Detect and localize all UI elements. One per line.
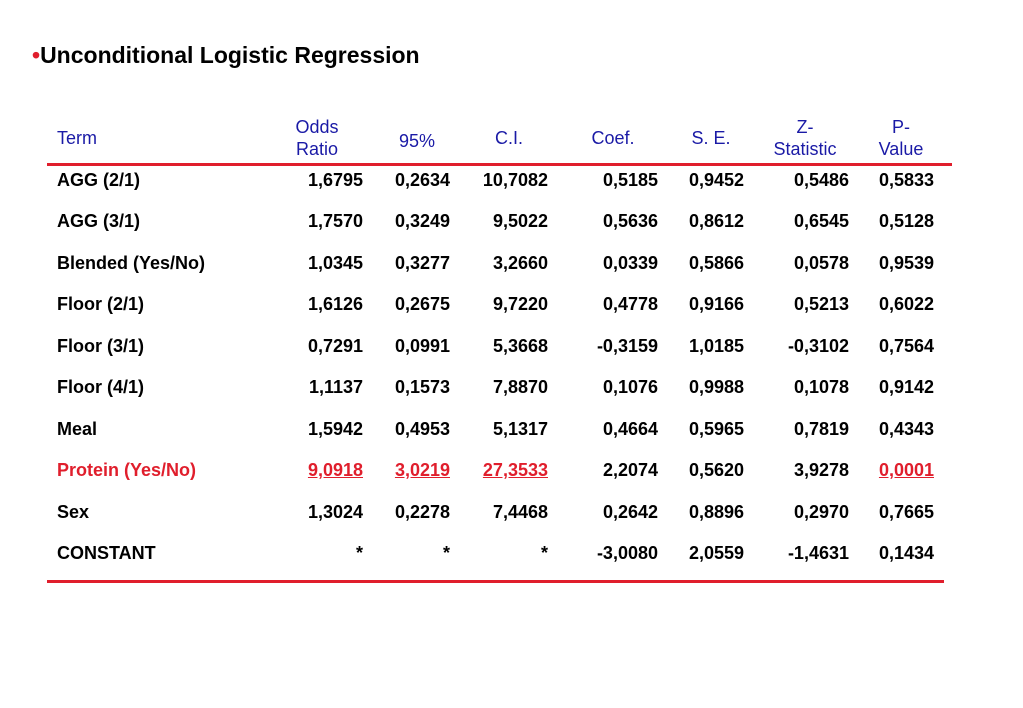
table-row bbox=[0, 292, 1023, 316]
cell-se: 0,9166 bbox=[688, 294, 744, 314]
cell-ci-high: 10,7082 bbox=[482, 170, 548, 190]
cell-odds: 1,7570 bbox=[307, 211, 363, 231]
cell-term: Floor (2/1) bbox=[57, 294, 145, 314]
table-row bbox=[0, 541, 1023, 565]
cell-odds: 1,3024 bbox=[307, 502, 363, 522]
cell-z: 0,2970 bbox=[793, 502, 849, 522]
cell-se: 0,8896 bbox=[688, 502, 744, 522]
cell-odds: * bbox=[355, 543, 363, 563]
table-row bbox=[0, 168, 1023, 192]
cell-se: 0,9452 bbox=[688, 170, 744, 190]
cell-z: 0,6545 bbox=[793, 211, 849, 231]
table-row bbox=[0, 334, 1023, 358]
cell-se: 0,5866 bbox=[688, 253, 744, 273]
slide-title bbox=[32, 42, 420, 69]
cell-se: 2,0559 bbox=[688, 543, 744, 563]
cell-coef: 0,2642 bbox=[602, 502, 658, 522]
cell-se: 0,5620 bbox=[688, 460, 744, 480]
cell-term: AGG (3/1) bbox=[57, 211, 141, 231]
table-row bbox=[0, 417, 1023, 441]
cell-p: 0,5833 bbox=[878, 170, 934, 190]
header-odds-line2: Ratio bbox=[295, 139, 339, 159]
cell-ci-low: 0,2278 bbox=[394, 502, 450, 522]
cell-term: Floor (4/1) bbox=[57, 377, 145, 397]
header-z-line1: Z- bbox=[796, 117, 814, 137]
header-z-line2: Statistic bbox=[773, 139, 837, 159]
header-coef: Coef. bbox=[591, 128, 635, 148]
header-ci-low: 95% bbox=[398, 131, 436, 151]
cell-p: 0,6022 bbox=[878, 294, 934, 314]
cell-se: 0,9988 bbox=[688, 377, 744, 397]
cell-z: 3,9278 bbox=[793, 460, 849, 480]
title-text: Unconditional Logistic Regression bbox=[40, 42, 420, 68]
cell-se: 0,8612 bbox=[688, 211, 744, 231]
header-ci-high: C.I. bbox=[494, 128, 523, 148]
cell-ci-high: 5,1317 bbox=[492, 419, 548, 439]
cell-ci-low: 0,2634 bbox=[394, 170, 450, 190]
cell-p: 0,9539 bbox=[878, 253, 934, 273]
cell-ci-high: 7,4468 bbox=[492, 502, 548, 522]
cell-p: 0,5128 bbox=[878, 211, 934, 231]
header-p-line2: Value bbox=[878, 139, 924, 159]
cell-ci-high: 9,5022 bbox=[492, 211, 548, 231]
title-bullet: • bbox=[32, 42, 41, 68]
cell-ci-low: 3,0219 bbox=[394, 460, 450, 480]
header-odds-ratio bbox=[282, 116, 352, 160]
cell-coef: 0,5636 bbox=[602, 211, 658, 231]
cell-term: Sex bbox=[57, 502, 90, 522]
cell-ci-low: 0,2675 bbox=[394, 294, 450, 314]
cell-odds: 9,0918 bbox=[307, 460, 363, 480]
cell-odds: 1,1137 bbox=[308, 377, 363, 397]
table-row bbox=[0, 209, 1023, 233]
cell-coef: 0,4664 bbox=[602, 419, 658, 439]
cell-p: 0,7665 bbox=[878, 502, 934, 522]
header-odds-line1: Odds bbox=[295, 117, 339, 137]
table-row-highlighted bbox=[0, 458, 1023, 482]
cell-term: CONSTANT bbox=[57, 543, 156, 563]
cell-z: 0,7819 bbox=[793, 419, 849, 439]
cell-ci-low: 0,0991 bbox=[394, 336, 450, 356]
cell-term: Meal bbox=[57, 419, 98, 439]
cell-ci-high: * bbox=[540, 543, 548, 563]
cell-term: AGG (2/1) bbox=[57, 170, 141, 190]
cell-term: Blended (Yes/No) bbox=[57, 253, 206, 273]
cell-ci-low: 0,3249 bbox=[394, 211, 450, 231]
table-bottom-rule bbox=[47, 580, 944, 583]
cell-ci-low: 0,1573 bbox=[394, 377, 450, 397]
cell-ci-high: 27,3533 bbox=[482, 460, 548, 480]
cell-coef: 0,0339 bbox=[602, 253, 658, 273]
cell-p: 0,7564 bbox=[878, 336, 934, 356]
cell-odds: 1,6795 bbox=[307, 170, 363, 190]
cell-odds: 1,6126 bbox=[307, 294, 363, 314]
cell-ci-low: 0,4953 bbox=[394, 419, 450, 439]
cell-ci-high: 9,7220 bbox=[492, 294, 548, 314]
cell-z: 0,1078 bbox=[793, 377, 849, 397]
cell-coef: 2,2074 bbox=[602, 460, 658, 480]
cell-se: 0,5965 bbox=[688, 419, 744, 439]
cell-ci-high: 3,2660 bbox=[492, 253, 548, 273]
header-p-value bbox=[866, 116, 936, 160]
table-row bbox=[0, 500, 1023, 524]
cell-term: Floor (3/1) bbox=[57, 336, 145, 356]
cell-z: -0,3102 bbox=[787, 336, 849, 356]
cell-se: 1,0185 bbox=[688, 336, 744, 356]
cell-term: Protein (Yes/No) bbox=[57, 460, 197, 480]
cell-z: 0,0578 bbox=[793, 253, 849, 273]
cell-coef: -0,3159 bbox=[596, 336, 658, 356]
cell-ci-high: 7,8870 bbox=[492, 377, 548, 397]
table-row bbox=[0, 251, 1023, 275]
cell-coef: 0,5185 bbox=[602, 170, 658, 190]
header-divider bbox=[47, 163, 952, 166]
cell-z: 0,5486 bbox=[793, 170, 849, 190]
cell-odds: 1,0345 bbox=[307, 253, 363, 273]
cell-odds: 1,5942 bbox=[307, 419, 363, 439]
cell-ci-low: * bbox=[442, 543, 450, 563]
header-z-statistic bbox=[760, 116, 850, 160]
cell-coef: -3,0080 bbox=[596, 543, 658, 563]
cell-coef: 0,1076 bbox=[602, 377, 658, 397]
cell-ci-high: 5,3668 bbox=[492, 336, 548, 356]
cell-z: -1,4631 bbox=[787, 543, 849, 563]
cell-p: 0,1434 bbox=[878, 543, 934, 563]
cell-z: 0,5213 bbox=[793, 294, 849, 314]
cell-odds: 0,7291 bbox=[307, 336, 363, 356]
cell-ci-low: 0,3277 bbox=[394, 253, 450, 273]
cell-p: 0,4343 bbox=[878, 419, 934, 439]
cell-p: 0,9142 bbox=[878, 377, 934, 397]
table-row bbox=[0, 375, 1023, 399]
cell-coef: 0,4778 bbox=[602, 294, 658, 314]
header-p-line1: P- bbox=[892, 117, 910, 137]
header-term: Term bbox=[57, 128, 97, 148]
cell-p: 0,0001 bbox=[878, 460, 934, 480]
header-se: S. E. bbox=[691, 128, 731, 148]
